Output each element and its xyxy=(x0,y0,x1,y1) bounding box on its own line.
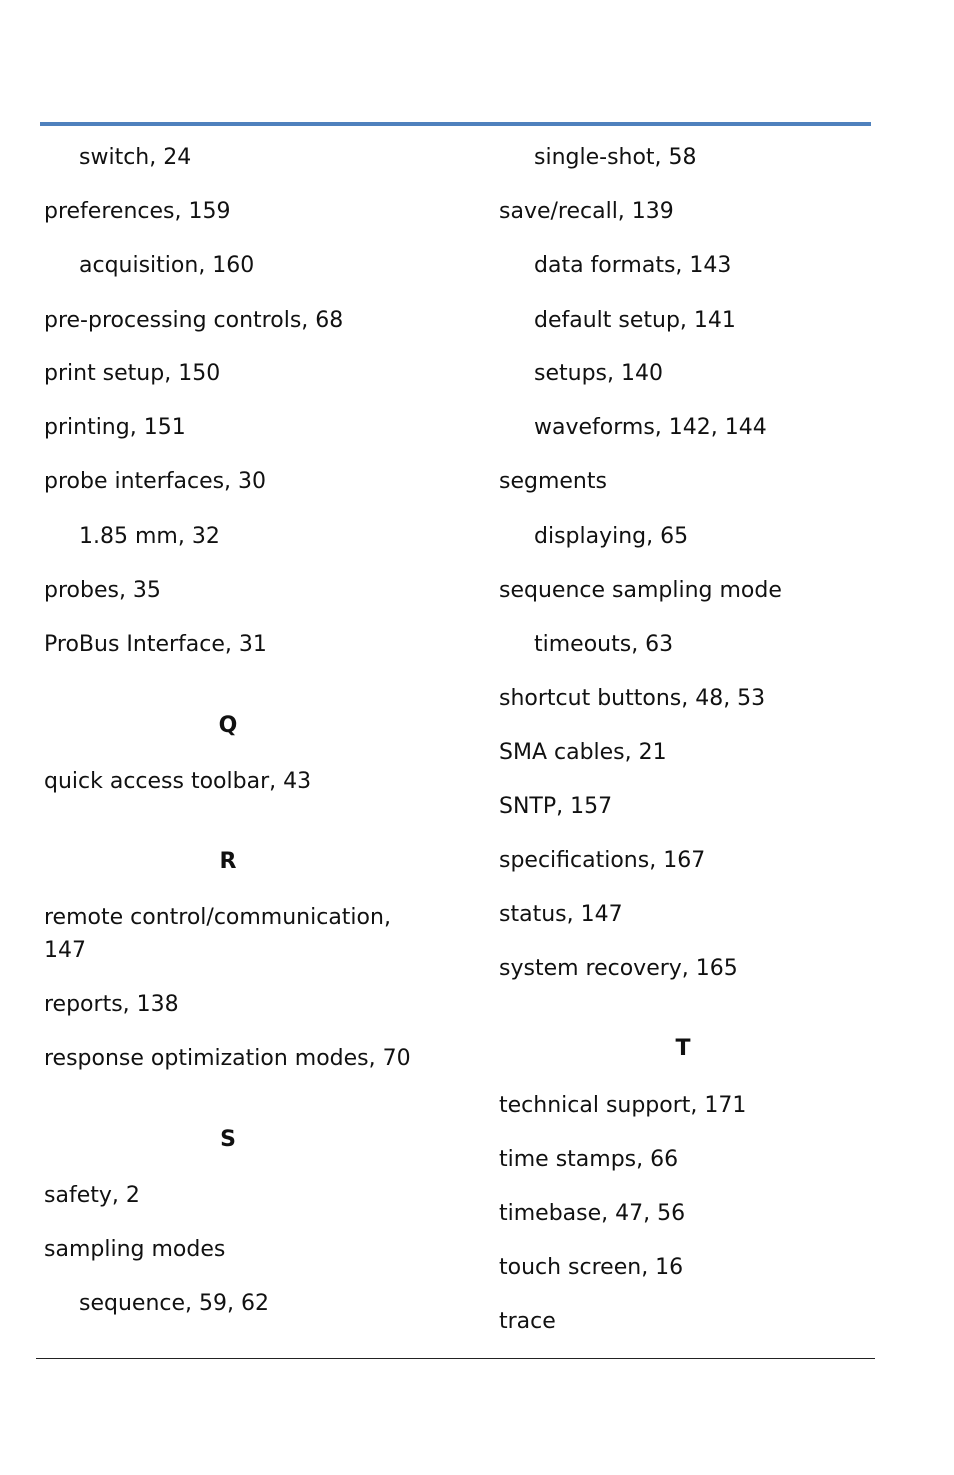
section-letter-t: T xyxy=(675,1036,691,1061)
index-entry: system recovery, 165 xyxy=(499,956,738,981)
index-entry: sequence sampling mode xyxy=(499,578,782,603)
index-entry: technical support, 171 xyxy=(499,1093,747,1118)
index-column-left xyxy=(0,0,470,1475)
index-entry: save/recall, 139 xyxy=(499,199,674,224)
index-entry: SNTP, 157 xyxy=(499,794,613,819)
index-entry: remote control/communication, 147 xyxy=(44,905,391,963)
index-entry: segments xyxy=(499,469,607,494)
index-entry: trace xyxy=(499,1309,556,1334)
index-entry: sampling modes xyxy=(44,1237,226,1262)
index-entry: probes, 35 xyxy=(44,578,161,603)
index-entry: ProBus Interface, 31 xyxy=(44,632,267,657)
index-entry: probe interfaces, 30 xyxy=(44,469,267,494)
index-subentry: sequence, 59, 62 xyxy=(79,1291,269,1316)
index-entry: shortcut buttons, 48, 53 xyxy=(499,686,766,711)
section-letter-q: Q xyxy=(218,713,238,738)
index-entry: status, 147 xyxy=(499,902,623,927)
index-subentry: acquisition, 160 xyxy=(79,253,255,278)
index-subentry: 1.85 mm, 32 xyxy=(79,524,220,549)
index-entry: safety, 2 xyxy=(44,1183,140,1208)
index-subentry: waveforms, 142, 144 xyxy=(534,415,767,440)
section-letter-s: S xyxy=(220,1127,236,1152)
index-entry: touch screen, 16 xyxy=(499,1255,684,1280)
index-subentry: default setup, 141 xyxy=(534,308,736,333)
index-entry: timebase, 47, 56 xyxy=(499,1201,686,1226)
section-letter-r: R xyxy=(219,849,237,874)
index-entry: quick access toolbar, 43 xyxy=(44,769,312,794)
index-entry: pre-processing controls, 68 xyxy=(44,308,344,333)
index-subentry: setups, 140 xyxy=(534,361,663,386)
index-subentry: displaying, 65 xyxy=(534,524,689,549)
index-subentry: switch, 24 xyxy=(79,145,192,170)
index-entry: specifications, 167 xyxy=(499,848,706,873)
index-entry: time stamps, 66 xyxy=(499,1147,679,1172)
index-column-right xyxy=(455,0,925,1475)
index-entry: SMA cables, 21 xyxy=(499,740,667,765)
index-entry: printing, 151 xyxy=(44,415,186,440)
index-subentry: data formats, 143 xyxy=(534,253,732,278)
index-entry: response optimization modes, 70 xyxy=(44,1046,411,1071)
index-entry: print setup, 150 xyxy=(44,361,221,386)
index-entry: reports, 138 xyxy=(44,992,179,1017)
footer-rule xyxy=(36,1358,875,1359)
index-subentry: single-shot, 58 xyxy=(534,145,697,170)
index-subentry: timeouts, 63 xyxy=(534,632,674,657)
index-entry: preferences, 159 xyxy=(44,199,231,224)
